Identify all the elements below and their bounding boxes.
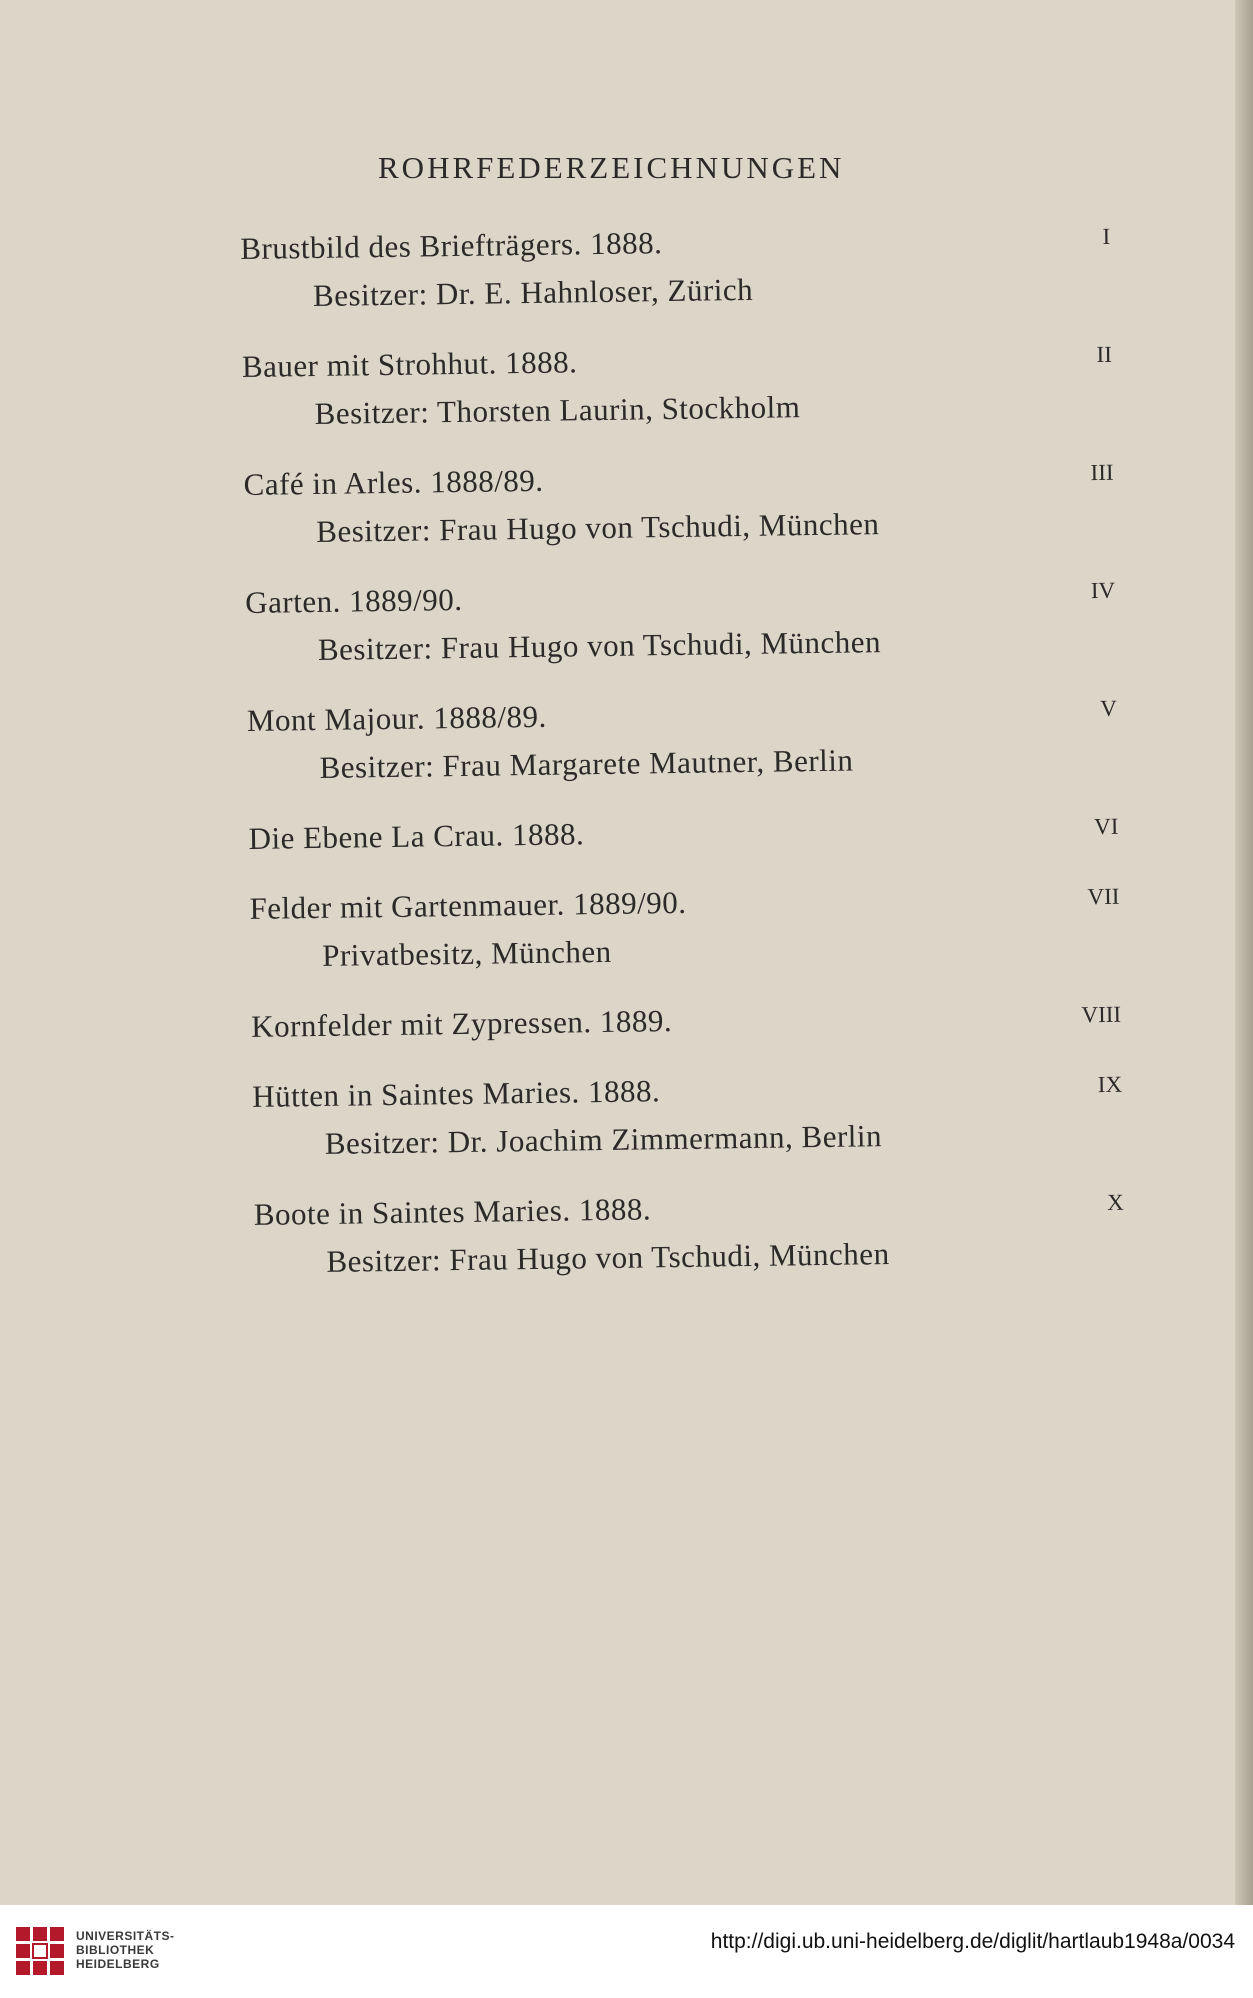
library-name-line-2: BIBLIOTHEK	[76, 1943, 155, 1957]
footer-bar	[0, 1905, 1253, 1998]
plate-number: VII	[1087, 883, 1120, 910]
list-item	[242, 331, 1113, 439]
page-edge	[1235, 0, 1253, 1905]
list-item	[247, 685, 1118, 793]
page-heading: ROHRFEDERZEICHNUNGEN	[378, 150, 845, 185]
list-item	[240, 213, 1111, 321]
library-name-line-1: UNIVERSITÄTS-	[76, 1929, 175, 1943]
library-name	[76, 1929, 175, 1971]
plate-number: VIII	[1081, 1001, 1122, 1028]
entry-owner: Besitzer: Frau Hugo von Tschudi, München	[317, 624, 882, 667]
list-item	[249, 873, 1120, 981]
entry-title: Kornfelder mit Zypressen. 1889.	[250, 1003, 673, 1044]
entry-title: Brustbild des Briefträgers. 1888.	[240, 225, 663, 266]
entry-owner: Privatbesitz, München	[321, 933, 612, 973]
entry-title: Bauer mit Strohhut. 1888.	[241, 344, 578, 384]
plate-number: IX	[1097, 1071, 1123, 1098]
plate-number: VI	[1094, 813, 1119, 840]
list-item	[248, 803, 1119, 863]
plate-number: IV	[1090, 577, 1116, 604]
plate-number: II	[1096, 341, 1113, 368]
list-item	[243, 449, 1114, 557]
entry-owner: Besitzer: Dr. E. Hahnloser, Zürich	[312, 271, 754, 313]
plate-number: III	[1090, 459, 1114, 486]
list-item	[251, 991, 1122, 1051]
plate-number: V	[1100, 695, 1118, 722]
entry-title: Café in Arles. 1888/89.	[243, 462, 544, 502]
drawings-list	[240, 213, 1125, 1309]
plate-number: I	[1102, 223, 1111, 249]
entry-owner: Besitzer: Frau Margarete Mautner, Berlin	[319, 742, 854, 785]
source-url-link[interactable]: http://digi.ub.uni-heidelberg.de/diglit/hartlaub1948a/0034	[710, 1930, 1235, 1953]
plate-number: X	[1106, 1189, 1124, 1215]
library-name-line-3: HEIDELBERG	[76, 1957, 160, 1971]
entry-title: Boote in Saintes Maries. 1888.	[253, 1191, 652, 1232]
entry-owner: Besitzer: Frau Hugo von Tschudi, München	[316, 506, 880, 549]
entry-title: Garten. 1889/90.	[245, 581, 463, 620]
entry-owner: Besitzer: Thorsten Laurin, Stockholm	[314, 389, 801, 431]
university-library-logo-icon	[14, 1925, 66, 1977]
entry-title: Die Ebene La Crau. 1888.	[248, 816, 585, 856]
list-item	[245, 567, 1116, 675]
entry-title: Mont Majour. 1888/89.	[246, 698, 547, 738]
entry-owner: Besitzer: Dr. Joachim Zimmermann, Berlin	[324, 1118, 883, 1161]
entry-title: Felder mit Gartenmauer. 1889/90.	[249, 884, 687, 926]
list-item	[252, 1061, 1123, 1169]
list-item	[253, 1179, 1124, 1287]
entry-title: Hütten in Saintes Maries. 1888.	[251, 1073, 661, 1114]
entry-owner: Besitzer: Frau Hugo von Tschudi, München	[326, 1236, 890, 1279]
